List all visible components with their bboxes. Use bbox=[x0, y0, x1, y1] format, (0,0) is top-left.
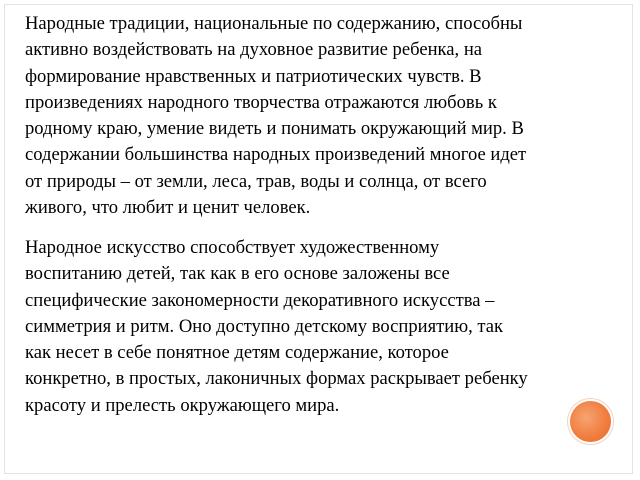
orange-circle-decoration bbox=[570, 401, 611, 442]
paragraph-folk-traditions: Народные традиции, национальные по содержанию, способны активно воздействовать на духовное развитие ребенка, на формирование нравственных и патриотических чувств. В произведениях народного творчества отражаются любовь к родному краю, умение видеть и понимать окружающий мир. В содержании большинства народных произведений многое идет от природы – от земли, леса, трав, воды и солнца, от всего живого, что любит и ценит человек. bbox=[25, 13, 527, 219]
paragraph-folk-art: Народное искусство способствует художественному воспитанию детей, так как в его основе заложены все специфические закономерности декоративного искусства – симметрия и ритм. Оно доступно детскому восприятию, так как несет в себе понятное детям содержание, которое конкретно, в простых, лаконичных формах раскрывает ребенку красоту и прелесть окружающего мира. bbox=[25, 237, 528, 416]
